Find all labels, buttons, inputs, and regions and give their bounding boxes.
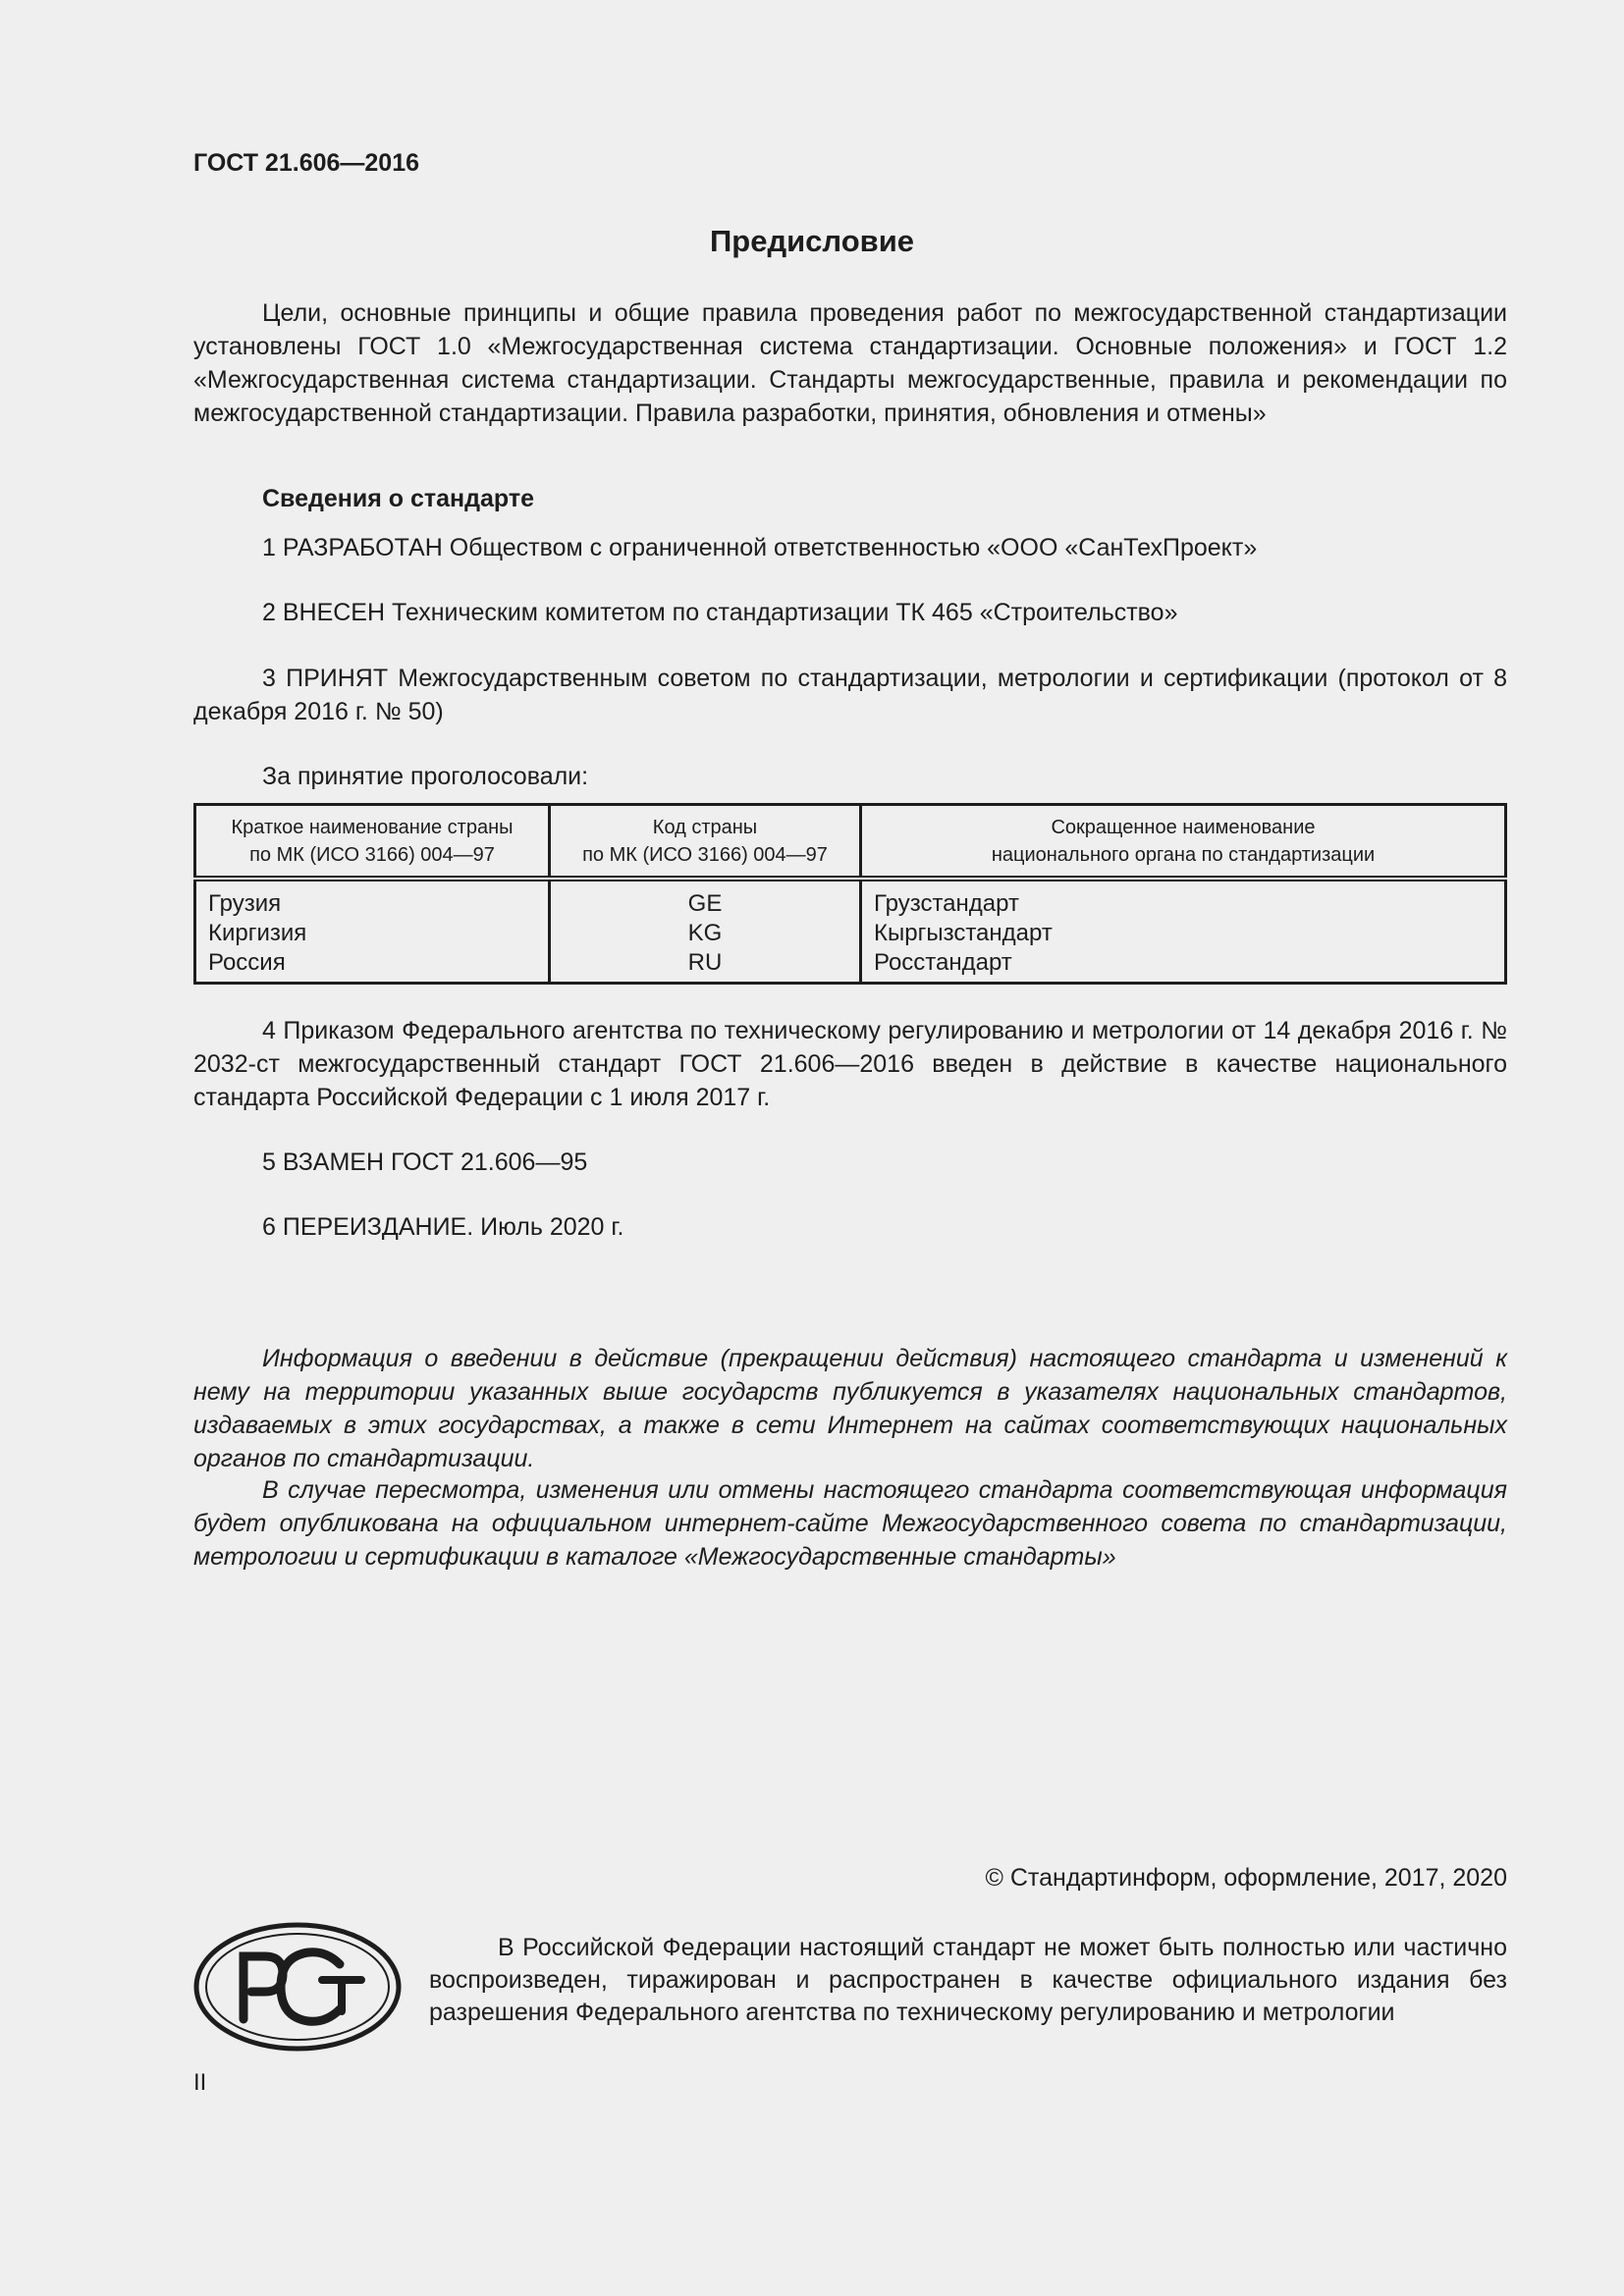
table-header-row [195,805,1506,880]
italic-paragraph-1: Информация о введении в действие (прекращении действия) настоящего стандарта и изменений к нему на территории указанных выше государств публикуется в указателях национальных стандартов, издаваемых в этих государствах, а также в сети Интернет на сайтах соответствующих национальных органов по стандартизации. [193,1345,1507,1472]
country-code: GE [687,890,723,917]
item-6: 6 ПЕРЕИЗДАНИЕ. Июль 2020 г. [262,1213,624,1241]
country-names-cell [195,879,550,984]
header-standards-body: Сокращенное наименование национального органа по стандартизации [861,805,1506,880]
voting-table [193,803,1507,985]
standards-body: Росстандарт [874,949,1012,976]
country-code: RU [687,949,723,976]
intro-paragraph: Цели, основные принципы и общие правила проведения работ по межгосударственной стандартизации установлены ГОСТ 1.0 «Межгосударственная система стандартизации. Основные положения» и ГОСТ 1.2 «Межгосударственная система стандартизации. Стандарты межгосударственные, правила и рекомендации по межгосударственной стандартизации. Правила разработки, принятия, обновления и отмены» [193,299,1507,427]
copyright-line: © Стандартинформ, оформление, 2017, 2020 [985,1864,1507,1892]
item-5: 5 ВЗАМЕН ГОСТ 21.606—95 [262,1148,588,1176]
standards-body: Кыргызстандарт [874,920,1053,946]
info-heading: Сведения о стандарте [262,485,535,512]
vote-caption: За принятие проголосовали: [262,763,589,790]
country-name: Россия [208,949,286,976]
standards-bodies-cell [861,879,1506,984]
standards-body: Грузстандарт [874,890,1019,917]
rst-logo-icon [192,1921,403,2053]
item-4: 4 Приказом Федерального агентства по техническому регулированию и метрологии от 14 декабря 2016 г. № 2032-ст межгосударственный стандарт ГОСТ 21.606—2016 введен в действие в качестве национального стандарта Российской Федерации с 1 июля 2017 г. [193,1017,1507,1111]
country-name: Грузия [208,890,282,917]
page-number: II [193,2069,207,2096]
header-country-code: Код страны по МК (ИСО 3166) 004—97 [550,805,861,880]
item-2: 2 ВНЕСЕН Техническим комитетом по стандартизации ТК 465 «Строительство» [262,599,1178,626]
document-header: ГОСТ 21.606—2016 [193,149,420,177]
page-title: Предисловие [709,224,914,258]
table-row [195,879,1506,984]
country-code: KG [687,920,723,946]
country-name: Киргизия [208,920,307,946]
item-1: 1 РАЗРАБОТАН Обществом с ограниченной ответственностью «ООО «СанТехПроект» [262,534,1258,561]
italic-paragraph-2: В случае пересмотра, изменения или отмены настоящего стандарта соответствующая информация будет опубликована на официальном интернет-сайте Межгосударственного совета по стандартизации, метрологии и сертификации в каталоге «Межгосударственные стандарты» [193,1476,1507,1571]
item-3: 3 ПРИНЯТ Межгосударственным советом по стандартизации, метрологии и сертификации (протокол от 8 декабря 2016 г. № 50) [193,665,1507,725]
header-country-name: Краткое наименование страны по МК (ИСО 3166) 004—97 [195,805,550,880]
country-codes-cell [550,879,861,984]
reproduction-notice: В Российской Федерации настоящий стандарт не может быть полностью или частично воспроизведен, тиражирован и распространен в качестве официального издания без разрешения Федерального агентства по техническому регулированию и метрологии [429,1934,1507,2026]
